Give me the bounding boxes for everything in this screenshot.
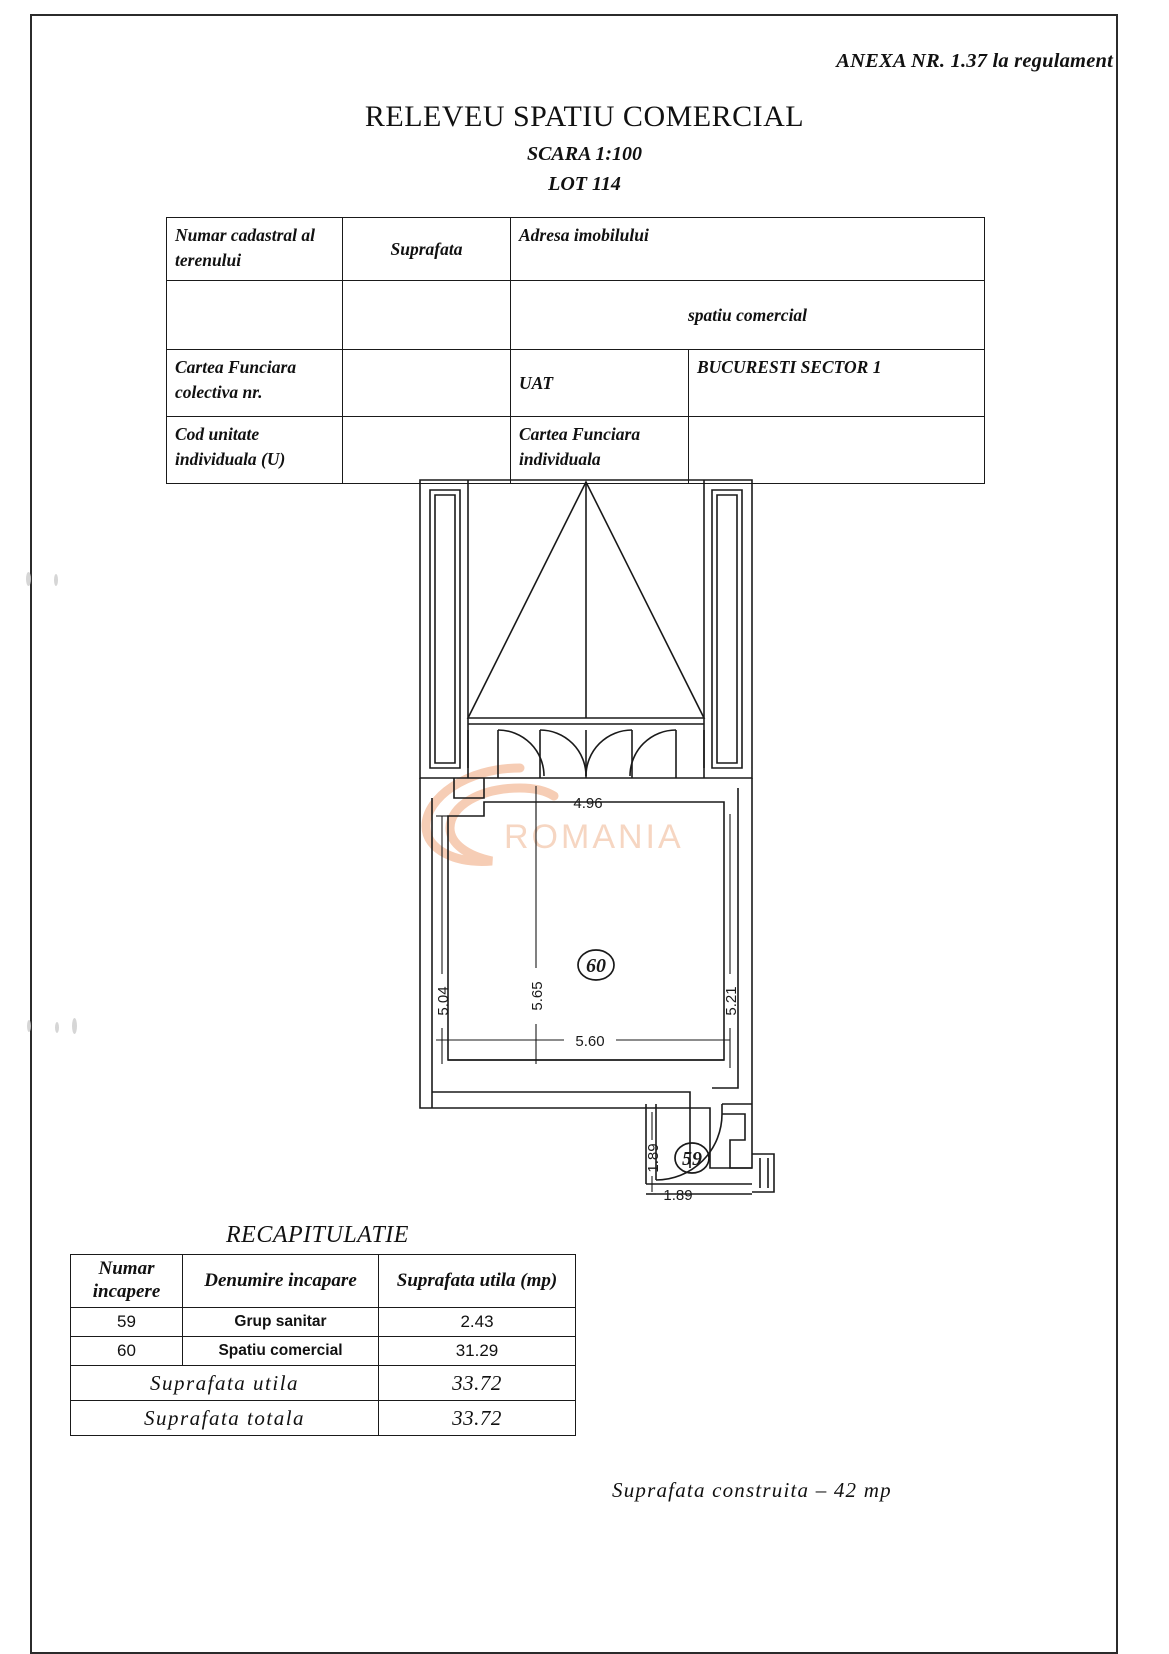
cell-numar-cadastral-value[interactable]	[167, 281, 343, 350]
col-header-numar: Numar incapere	[71, 1255, 183, 1308]
total-row-totala	[71, 1401, 576, 1436]
total-label-totala: Suprafata totala	[71, 1401, 379, 1436]
scan-artifact	[55, 1022, 59, 1033]
col-header-denumire: Denumire incapare	[183, 1255, 379, 1308]
table-header-row	[71, 1255, 576, 1308]
dim-label-560: 5.60	[575, 1033, 605, 1050]
cell-cf-individuala-label: Cartea Funciara individuala	[511, 417, 689, 484]
row-number: 60	[71, 1337, 183, 1366]
fixture-box-outer	[752, 1154, 774, 1192]
door-swing-arc-1	[498, 730, 544, 776]
watermark-text: ROMANIA	[504, 818, 684, 856]
scan-artifact	[27, 1020, 31, 1032]
scan-artifact	[72, 1018, 77, 1034]
lot-number: LOT 114	[548, 173, 621, 195]
cell-uat-label: UAT	[511, 350, 689, 417]
annex-reference: ANEXA NR. 1.37 la regulament	[836, 50, 1113, 72]
room-59-right-step-wall	[722, 1114, 752, 1168]
total-value-utila: 33.72	[379, 1366, 576, 1401]
identification-table	[166, 217, 985, 484]
col-header-suprafata: Suprafata utila (mp)	[379, 1255, 576, 1308]
scan-artifact	[54, 574, 58, 586]
cell-numar-cadastral-label: Numar cadastral al terenului	[167, 218, 343, 281]
dim-label-189-horizontal: 1.89	[663, 1187, 693, 1204]
row-room-name: Grup sanitar	[183, 1308, 379, 1337]
right-shaft-inner	[717, 495, 737, 763]
total-label-utila: Suprafata utila	[71, 1366, 379, 1401]
total-value-totala: 33.72	[379, 1401, 576, 1436]
room-number-59: 59	[682, 1148, 702, 1170]
cell-uat-value: BUCURESTI SECTOR 1	[689, 350, 985, 417]
table-row	[71, 1308, 576, 1337]
cell-cf-colectiva-label: Cartea Funciara colectiva nr.	[167, 350, 343, 417]
floor-plan-drawing	[400, 468, 800, 1208]
table-row	[167, 350, 985, 417]
room-60-right-wall-inner	[712, 788, 738, 1088]
scan-artifact	[26, 572, 31, 586]
page-title: RELEVEU SPATIU COMERCIAL	[364, 100, 805, 133]
left-shaft-inner	[435, 495, 455, 763]
door-swing-arc-3	[586, 730, 632, 776]
room-60-inner-wall	[448, 802, 724, 1060]
dimension-lines	[436, 786, 730, 1194]
door-swing-arc-2	[540, 730, 586, 776]
room-number-60: 60	[586, 955, 606, 977]
constructed-area-note: Suprafata construita – 42 mp	[612, 1478, 892, 1502]
dim-label-496: 4.96	[573, 795, 603, 812]
row-area: 31.29	[379, 1337, 576, 1366]
recapitulation-table	[70, 1254, 576, 1436]
recap-title: RECAPITULATIE	[226, 1222, 409, 1248]
cell-suprafata-label: Suprafata	[343, 218, 511, 281]
row-room-name: Spatiu comercial	[183, 1337, 379, 1366]
cell-suprafata-value[interactable]	[343, 281, 511, 350]
dim-label-504: 5.04	[435, 986, 452, 1016]
cell-address-value: spatiu comercial	[511, 281, 985, 350]
dim-label-189-vertical: 1.89	[645, 1143, 662, 1173]
cell-adresa-label: Adresa imobilului	[511, 218, 985, 281]
room-number-labels	[586, 955, 702, 1173]
dim-label-565: 5.65	[529, 981, 546, 1011]
total-row-utila	[71, 1366, 576, 1401]
cell-cf-colectiva-value[interactable]	[343, 350, 511, 417]
table-row	[71, 1337, 576, 1366]
dim-label-521: 5.21	[723, 986, 740, 1016]
table-row	[167, 281, 985, 350]
door-swing-arc-4	[630, 730, 676, 776]
row-area: 2.43	[379, 1308, 576, 1337]
floor-plan-svg	[400, 468, 800, 1208]
table-row	[167, 218, 985, 281]
cell-cod-unitate-label: Cod unitate individuala (U)	[167, 417, 343, 484]
row-number: 59	[71, 1308, 183, 1337]
drawing-scale: SCARA 1:100	[526, 143, 643, 165]
entry-threshold-notch	[454, 778, 484, 798]
